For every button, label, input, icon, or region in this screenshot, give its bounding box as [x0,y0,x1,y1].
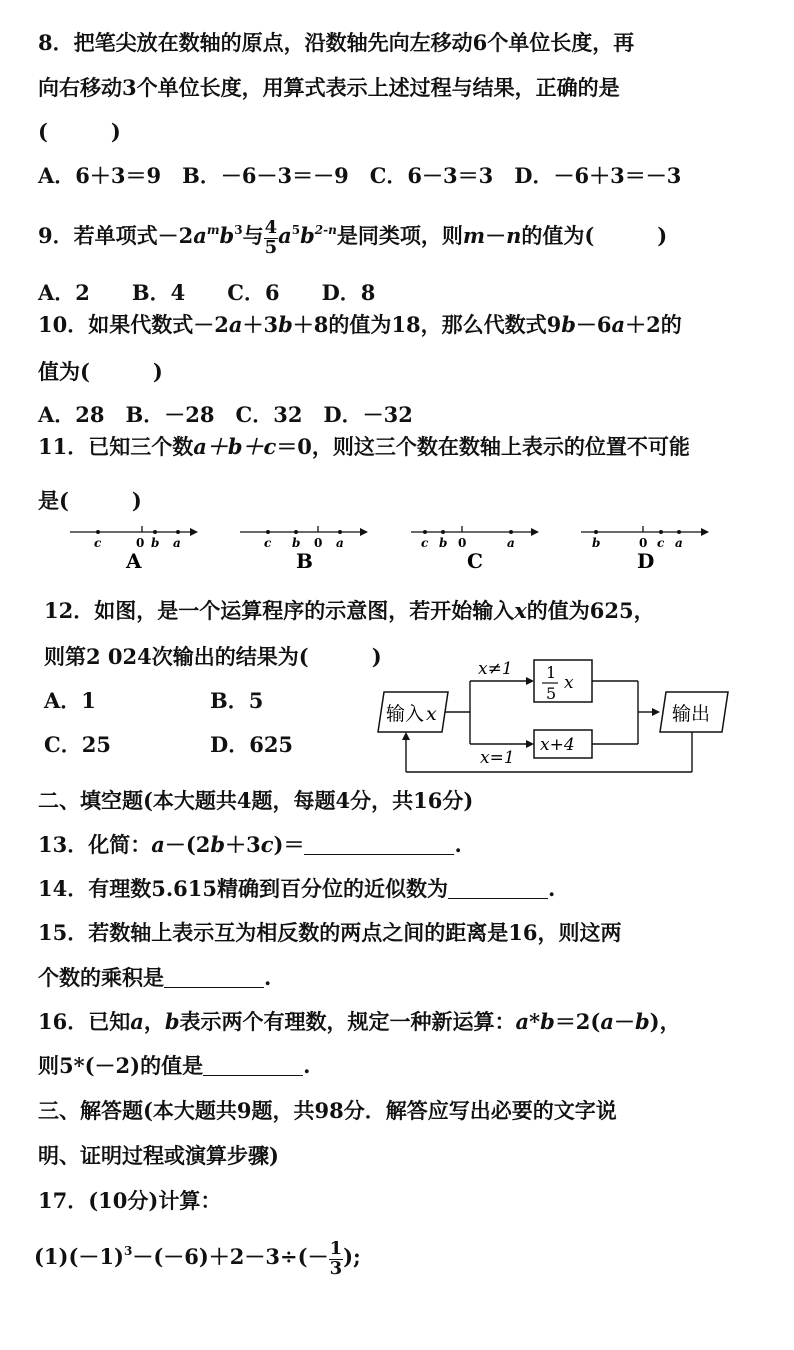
q16-text: )， [649,1009,681,1034]
box-top [534,660,592,702]
cond-bottom: x=1 [480,748,515,768]
q10-line2: 值为( ) [38,359,163,384]
q15-end: . [264,965,272,990]
q9-var: b [300,223,315,248]
q16-end: . [303,1053,311,1078]
axis-a-letter: A [126,549,142,573]
axis-c-label-1: c [421,536,429,550]
frac-den: 5 [546,684,557,703]
q10-text: －6 [575,312,612,337]
axis-a-label-1: c [94,536,102,550]
q9-suffix: 的值为( ) [521,223,668,248]
q9-exp: 3 [234,223,243,237]
q17-frac-den: 3 [329,1257,343,1279]
axis-b-label-2: b [292,536,301,550]
axis-b-label-1: c [264,536,272,550]
q13-text: 13．化简： [38,832,152,857]
q13-text: )＝ [273,832,305,857]
q15-blank[interactable] [164,969,264,988]
q17-text: (1)(－1) [34,1244,124,1269]
q16-line1 [38,1011,681,1032]
section2-heading: 二、填空题(本大题共4题，每题4分，共16分) [38,788,474,813]
axis-c-letter: C [467,549,483,573]
q8-line1: 8．把笔尖放在数轴的原点，沿数轴先向左移动6个单位长度，再 [38,30,635,55]
q12-text: 12．如图，是一个运算程序的示意图，若开始输入 [44,598,515,623]
q9-exp: 5 [291,223,301,237]
q16-var: a [600,1009,614,1034]
q9-mid: 与 [242,223,264,248]
q13-text: －(2 [164,832,211,857]
axis-a-label-4: a [173,536,181,550]
q12-text: 的值为625， [526,598,655,623]
axis-c-label-3: 0 [458,536,467,550]
axis-d-label-1: b [592,536,601,550]
axis-d [581,526,709,573]
axis-d-label-4: a [675,536,683,550]
q11-expr: a＋b＋c [193,434,277,459]
q10-text: ＋2的 [625,312,682,337]
q9-suffix: 是同类项，则 [336,223,463,248]
q14-blank[interactable] [448,880,548,899]
q12-opt-d: D．625 [210,732,294,757]
frac-var: x [564,673,574,693]
axis-b-label-4: a [336,536,344,550]
q8-options: A．6＋3＝9 B．－6－3＝－9 C．6－3＝3 D．－6＋3＝－3 [38,163,682,188]
q17-text: ); [343,1244,361,1269]
axis-b-label-3: 0 [314,536,323,550]
q13-blank[interactable] [304,836,454,855]
q12-line2: 则第2 024次输出的结果为( ) [44,644,382,669]
q10-var: b [561,312,576,337]
q12-line1 [44,600,655,621]
axis-c-label-2: b [439,536,448,550]
frac-num: 1 [546,663,557,682]
q9-exp: m [206,223,220,237]
q9-frac-den: 5 [264,236,278,258]
q12-opt-b: B．5 [210,688,264,713]
q12-flowchart [370,652,740,777]
q9-prefix: 9．若单项式－2 [38,223,194,248]
q17-fraction [329,1237,344,1279]
q9-var: n [506,223,522,248]
q11-text: 11．已知三个数 [38,434,194,459]
axis-b [240,526,368,573]
q13-var: b [210,832,226,857]
axis-d-label-2: 0 [639,536,648,550]
q17-frac-num: 1 [329,1237,343,1259]
q16-text: ＝2( [554,1009,601,1034]
q16-text: － [613,1009,635,1034]
q9-var: b [219,223,235,248]
q16-text: 表示两个有理数，规定一种新运算： [179,1009,516,1034]
q10-var: a [228,312,243,337]
q15-line2 [38,967,271,988]
q10-line1 [38,314,682,335]
q15-text: 个数的乘积是 [38,965,164,990]
q13-end: . [454,832,462,857]
q9-exp: 2-n [314,223,337,237]
axis-b-letter: B [296,549,313,573]
axis-a-label-2: 0 [136,536,145,550]
box-bottom-label: x+4 [540,735,575,755]
q16-line2 [38,1055,310,1076]
q9-line [38,210,668,258]
q10-var: b [278,312,293,337]
q17-text: －(－6)＋2－3÷(－ [132,1244,329,1269]
q9-var: a [193,223,207,248]
q13-var: a [151,832,165,857]
output-label: 输出 [672,703,711,725]
q14-line [38,878,555,899]
q16-var: a [515,1009,530,1034]
q16-blank[interactable] [203,1057,303,1076]
axis-d-label-3: c [657,536,665,550]
q11-line2: 是( ) [38,488,142,513]
q9-minus: － [485,223,507,248]
q14-end: . [547,876,556,901]
q9-var: a [278,223,292,248]
input-label: 输入 [386,703,425,725]
q16-var: b [634,1009,650,1034]
q10-var: a [611,312,626,337]
q13-var: c [260,832,274,857]
q12-opt-a: A．1 [44,688,96,713]
q8-line2: 向右移动3个单位长度，用算式表示上述过程与结果，正确的是 [38,75,620,100]
axis-c-label-4: a [507,536,515,550]
section3-line1: 三、解答题(本大题共9题，共98分．解答应写出必要的文字说 [38,1098,617,1123]
q16-var: a [130,1009,144,1034]
axis-c [411,526,539,573]
q11-number-lines [60,520,720,575]
q10-text: ＋3 [242,312,279,337]
q13-text: ＋3 [225,832,261,857]
q15-line1: 15．若数轴上表示互为相反数的两点之间的距离是16，则这两 [38,920,622,945]
q9-frac-num: 4 [264,216,278,238]
axis-a [70,526,198,573]
section3-line2: 明、证明过程或演算步骤) [38,1143,279,1168]
axis-d-letter: D [637,549,655,573]
cond-top: x≠1 [478,659,513,679]
input-var: x [426,703,437,725]
q10-options: A．28 B．－28 C．32 D．－32 [38,402,413,427]
q12-opt-c: C．25 [44,732,111,757]
q9-var: m [462,223,486,248]
q16-var: b [540,1009,555,1034]
axis-a-label-3: b [151,536,160,550]
q16-text: * [529,1009,541,1034]
q16-text: 则5*(－2)的值是 [38,1053,204,1078]
q9-options: A．2 B．4 C．6 D．8 [38,280,376,305]
q8-paren: ( ) [38,119,121,144]
q16-var: b [164,1009,180,1034]
q16-text: ， [143,1009,165,1034]
q13-line [38,834,462,855]
q12-var: x [514,598,527,623]
q17-exp: 3 [123,1244,133,1258]
q11-text: ＝0，则这三个数在数轴上表示的位置不可能 [276,434,690,459]
q11-line1 [38,436,690,457]
q10-text: ＋8的值为18，那么代数式9 [292,312,562,337]
q9-fraction [264,216,279,258]
q17-part1 [34,1226,361,1279]
q10-text: 10．如果代数式－2 [38,312,229,337]
q16-text: 16．已知 [38,1009,131,1034]
q17-title: 17．(10分)计算： [38,1188,222,1213]
q14-text: 14．有理数5.615精确到百分位的近似数为 [38,876,448,901]
